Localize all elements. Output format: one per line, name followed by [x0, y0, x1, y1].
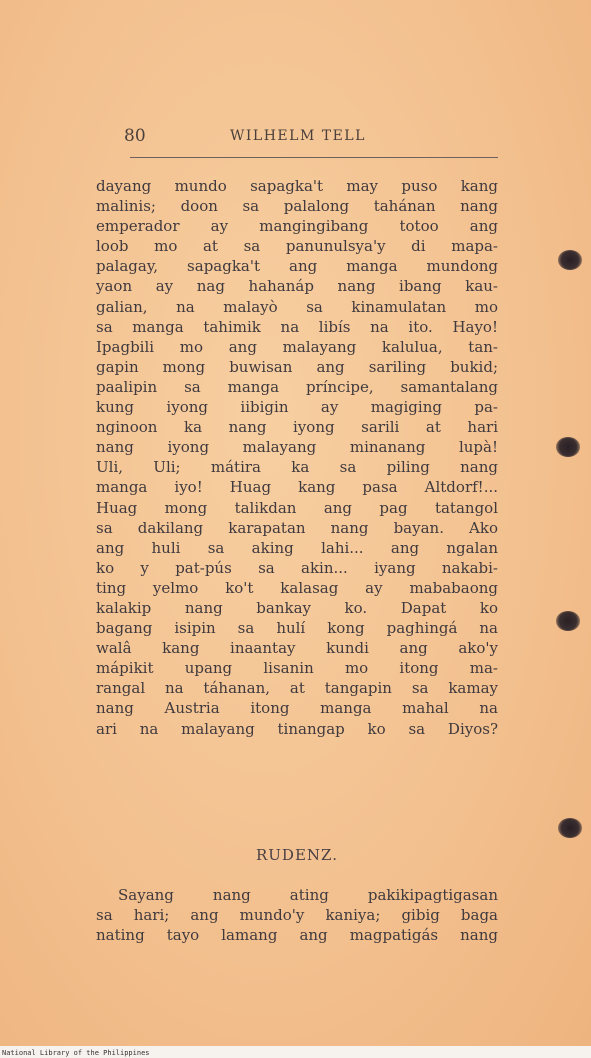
text-line: Ipagbili mo ang malayang kalulua, tan-: [96, 337, 498, 356]
page-header: [118, 126, 498, 154]
text-line: emperador ay mangingibang totoo ang: [96, 217, 498, 236]
text-line: palagay, sapagka't ang manga mundong: [96, 257, 498, 276]
text-line: ari na malayang tinangap ko sa Diyos?: [96, 719, 498, 738]
page-number: 80: [124, 126, 146, 146]
text-line: loob mo at sa panunulsya'y di mapa-: [96, 237, 498, 256]
footer-credit: National Library of the Philippines: [2, 1049, 150, 1057]
text-line: gapin mong buwisan ang sariling bukid;: [96, 357, 498, 376]
binding-hole-icon: [556, 437, 580, 457]
text-line: dayang mundo sapagka't may puso kang: [96, 177, 498, 195]
text-line: walâ kang inaantay kundi ang ako'y: [96, 639, 498, 658]
body-text: [96, 176, 498, 739]
text-line: nginoon ka nang iyong sarili at hari: [96, 418, 498, 437]
text-line: Huag mong talikdan ang pag tatangol: [96, 498, 498, 517]
text-line: mápikit upang lisanin mo itong ma-: [96, 659, 498, 678]
text-line: kung iyong iibigin ay magiging pa-: [96, 398, 498, 417]
binding-hole-icon: [558, 818, 582, 838]
running-title: WILHELM TELL: [230, 128, 366, 144]
text-line: sa manga tahimik na libís na ito. Hayo!: [96, 317, 498, 336]
text-line: nating tayo lamang ang magpatigás nang: [96, 926, 498, 945]
binding-hole-icon: [556, 611, 580, 631]
speaker-name: RUDENZ.: [256, 846, 338, 864]
header-rule: [130, 157, 498, 158]
text-line: ting yelmo ko't kalasag ay mababaong: [96, 578, 498, 597]
text-line: galian, na malayò sa kinamulatan mo: [96, 297, 498, 316]
text-line: yaon ay nag hahanáp nang ibang kau-: [96, 277, 498, 296]
text-line: sa hari; ang mundo'y kaniya; gibig baga: [96, 906, 498, 925]
text-line: paalipin sa manga príncipe, samantalang: [96, 377, 498, 396]
text-line: manga iyo! Huag kang pasa Altdorf!...: [96, 478, 498, 497]
text-line: ang huli sa aking lahi... ang ngalan: [96, 538, 498, 557]
text-line: ko y pat-pús sa akin... iyang nakabi-: [96, 558, 498, 577]
text-line: sa dakilang karapatan nang bayan. Ako: [96, 518, 498, 537]
binding-hole-icon: [558, 250, 582, 270]
text-line: nang iyong malayang minanang lupà!: [96, 438, 498, 457]
text-line: Sayang nang ating pakikipagtigasan: [118, 886, 498, 904]
text-line: Uli, Uli; mátira ka sa piling nang: [96, 458, 498, 477]
text-line: bagang isipin sa hulí kong paghingá na: [96, 619, 498, 638]
text-line: kalakip nang bankay ko. Dapat ko: [96, 598, 498, 617]
text-line: malinis; doon sa palalong tahánan nang: [96, 197, 498, 216]
text-line: nang Austria itong manga mahal na: [96, 699, 498, 718]
speaker-text: [96, 885, 498, 945]
text-line: rangal na táhanan, at tangapin sa kamay: [96, 679, 498, 698]
